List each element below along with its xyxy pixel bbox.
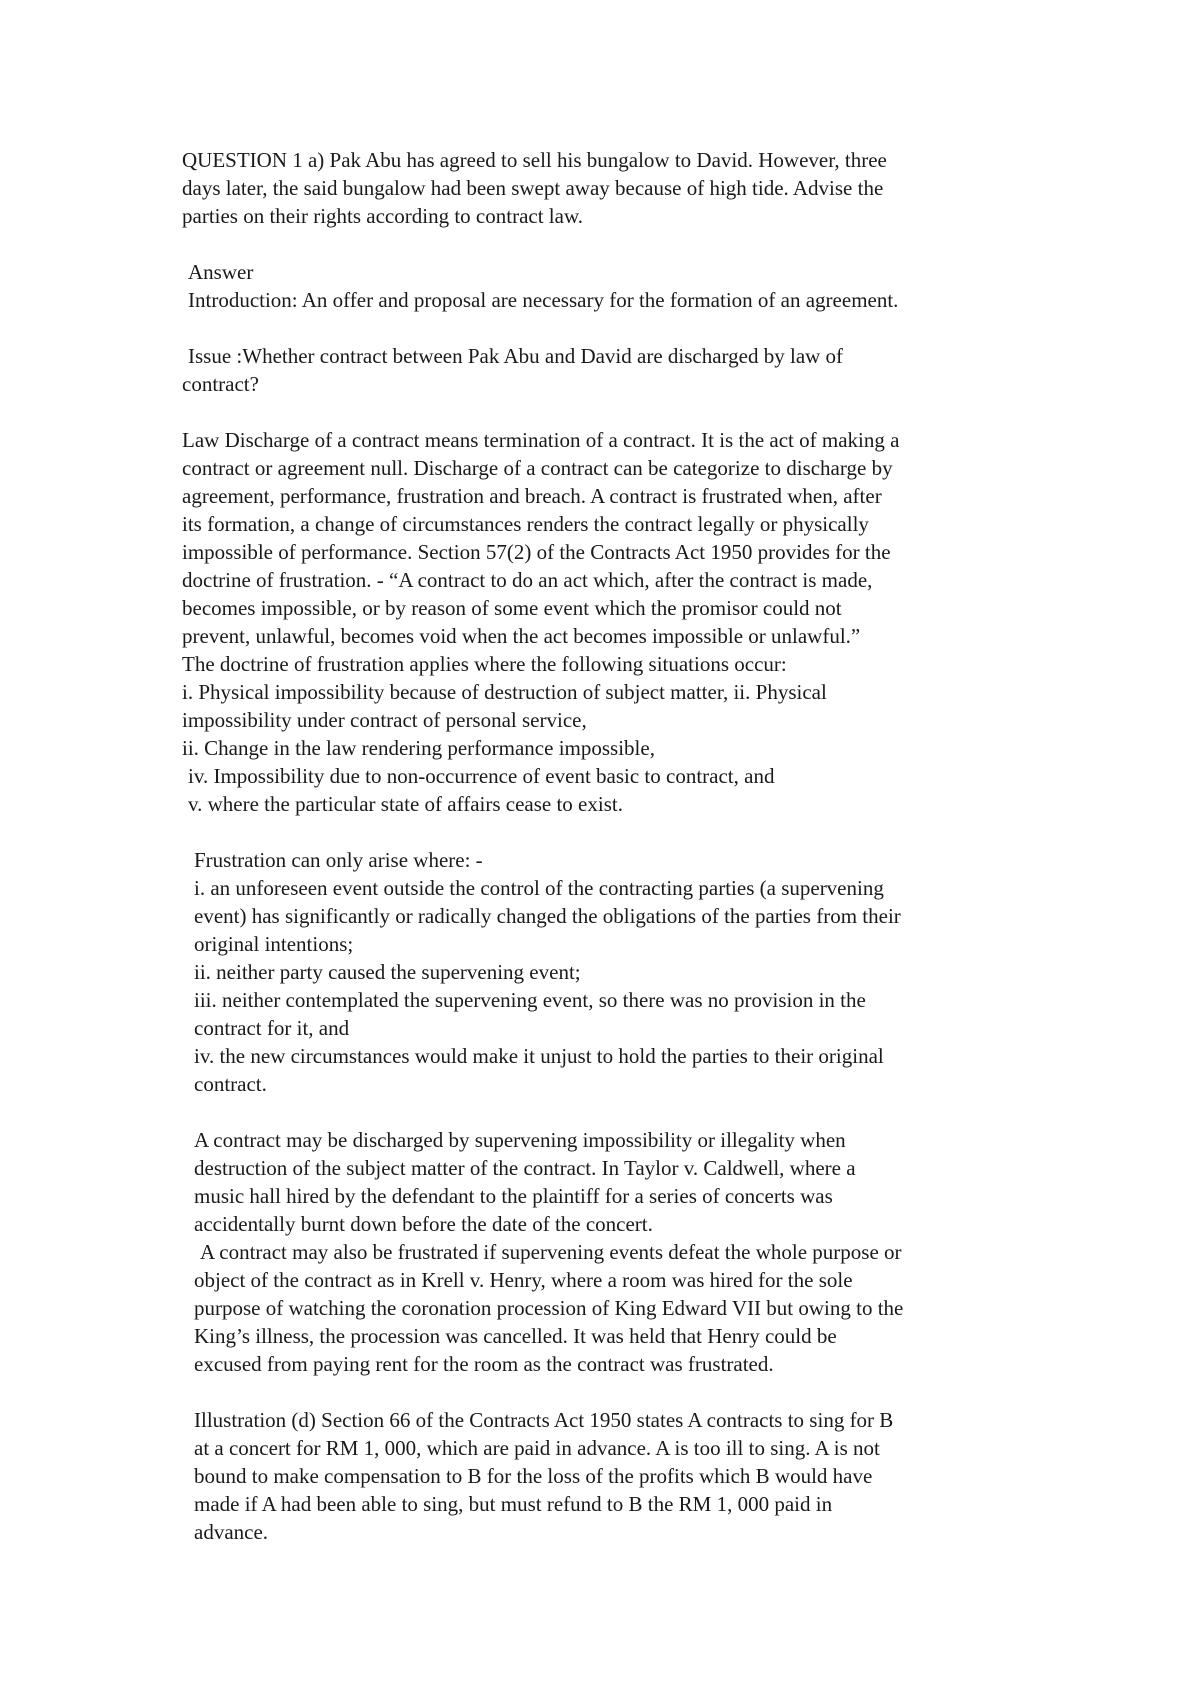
cases-line-7: purpose of watching the coronation procession of King Edward VII but owing to the [194,1296,904,1320]
question-line-3: parties on their rights according to contract law. [182,204,583,228]
frustration-line-1: Frustration can only arise where: - [194,848,483,872]
question-paragraph [182,146,1030,230]
frustration-line-5: ii. neither party caused the supervening event; [194,960,581,984]
cases-line-8: King’s illness, the procession was cancelled. It was held that Henry could be [194,1324,837,1348]
illustration-paragraph [182,1406,1030,1546]
answer-section [182,258,1030,314]
illustration-line-3: bound to make compensation to B for the loss of the profits which B would have [194,1464,873,1488]
introduction-line: Introduction: An offer and proposal are necessary for the formation of an agreement. [188,288,899,312]
cases-line-6: object of the contract as in Krell v. Henry, where a room was hired for the sole [194,1268,853,1292]
cases-line-5: A contract may also be frustrated if supervening events defeat the whole purpose or [200,1240,902,1264]
frustration-paragraph [182,846,1030,1098]
law-line-10: i. Physical impossibility because of destruction of subject matter, ii. Physical [182,680,827,704]
issue-line-2: contract? [182,372,259,396]
document-page [182,146,1030,1546]
frustration-line-8: iv. the new circumstances would make it unjust to hold the parties to their original [194,1044,884,1068]
frustration-line-4: original intentions; [194,932,354,956]
law-paragraph [182,426,1030,818]
law-line-13: iv. Impossibility due to non-occurrence of event basic to contract, and [188,764,775,788]
frustration-line-3: event) has significantly or radically changed the obligations of the parties from their [194,904,901,928]
law-line-5: impossible of performance. Section 57(2) of the Contracts Act 1950 provides for the [182,540,891,564]
frustration-line-2: i. an unforeseen event outside the control of the contracting parties (a supervening [194,876,884,900]
law-line-11: impossibility under contract of personal service, [182,708,587,732]
illustration-line-4: made if A had been able to sing, but must refund to B the RM 1, 000 paid in [194,1492,833,1516]
cases-line-9: excused from paying rent for the room as the contract was frustrated. [194,1352,774,1376]
question-line-2: days later, the said bungalow had been swept away because of high tide. Advise the [182,176,884,200]
illustration-line-5: advance. [194,1520,269,1544]
law-line-3: agreement, performance, frustration and breach. A contract is frustrated when, after [182,484,882,508]
law-line-6: doctrine of frustration. - “A contract to do an act which, after the contract is made, [182,568,873,592]
answer-heading: Answer [188,260,254,284]
law-line-1: Law Discharge of a contract means termination of a contract. It is the act of making a [182,428,900,452]
illustration-line-1: Illustration (d) Section 66 of the Contracts Act 1950 states A contracts to sing for B [194,1408,894,1432]
law-line-14: v. where the particular state of affairs cease to exist. [188,792,623,816]
cases-line-2: destruction of the subject matter of the contract. In Taylor v. Caldwell, where a [194,1156,856,1180]
law-line-12: ii. Change in the law rendering performance impossible, [182,736,655,760]
cases-line-4: accidentally burnt down before the date of the concert. [194,1212,653,1236]
cases-paragraph [182,1126,1030,1378]
question-line-1: QUESTION 1 a) Pak Abu has agreed to sell his bungalow to David. However, three [182,148,887,172]
law-line-9: The doctrine of frustration applies where the following situations occur: [182,652,787,676]
cases-line-1: A contract may be discharged by supervening impossibility or illegality when [194,1128,846,1152]
law-line-2: contract or agreement null. Discharge of a contract can be categorize to discharge by [182,456,893,480]
issue-paragraph [182,342,1030,398]
frustration-line-9: contract. [194,1072,267,1096]
frustration-line-6: iii. neither contemplated the supervening event, so there was no provision in the [194,988,866,1012]
law-line-8: prevent, unlawful, becomes void when the act becomes impossible or unlawful.” [182,624,861,648]
law-line-4: its formation, a change of circumstances renders the contract legally or physically [182,512,869,536]
law-line-7: becomes impossible, or by reason of some event which the promisor could not [182,596,842,620]
cases-line-3: music hall hired by the defendant to the plaintiff for a series of concerts was [194,1184,833,1208]
issue-line-1: Issue :Whether contract between Pak Abu and David are discharged by law of [188,344,844,368]
illustration-line-2: at a concert for RM 1, 000, which are paid in advance. A is too ill to sing. A is not [194,1436,880,1460]
frustration-line-7: contract for it, and [194,1016,350,1040]
